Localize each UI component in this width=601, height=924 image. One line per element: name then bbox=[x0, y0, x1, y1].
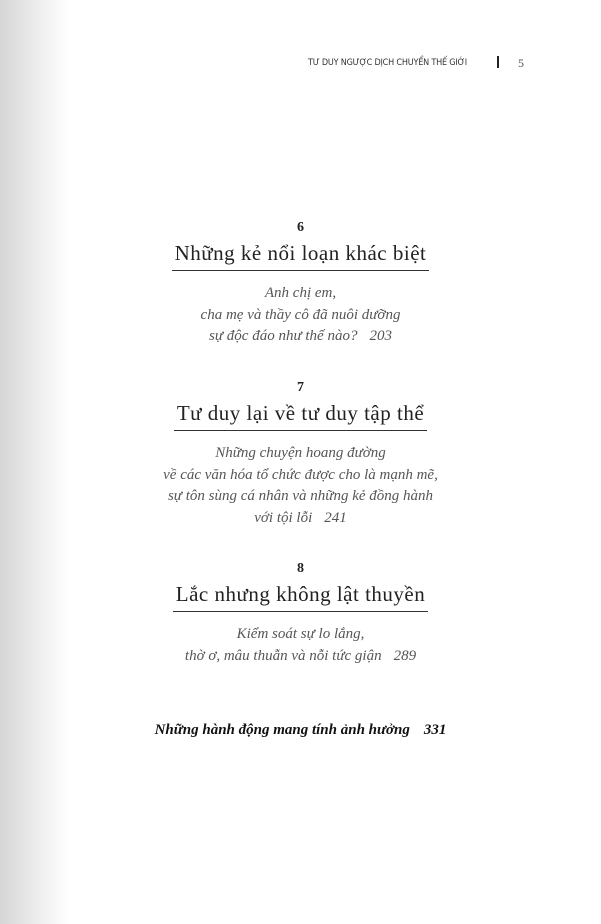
toc-chapter-7[interactable] bbox=[0, 380, 601, 529]
final-entry-title[interactable]: Những hành động mang tính ảnh hưởng bbox=[154, 722, 410, 738]
chapter-description bbox=[0, 283, 601, 348]
chapter-number: 6 bbox=[297, 220, 304, 235]
description-line: với tội lỗi bbox=[254, 509, 313, 526]
chapter-description bbox=[0, 624, 601, 667]
description-line: sự độc đáo như thế nào? bbox=[209, 328, 358, 344]
description-line: Kiểm soát sự lo lắng, bbox=[236, 626, 365, 642]
running-header bbox=[300, 56, 530, 70]
toc-chapter-8[interactable] bbox=[0, 561, 601, 667]
description-line: cha mẹ và thầy cô đã nuôi dưỡng bbox=[200, 306, 401, 323]
chapter-title[interactable]: Tư duy lại về tư duy tập thể bbox=[174, 400, 427, 431]
chapter-title[interactable]: Lắc nhưng không lật thuyền bbox=[173, 581, 429, 612]
page-number: 5 bbox=[518, 56, 524, 70]
chapter-description bbox=[0, 443, 601, 529]
description-line: về các văn hóa tổ chức được cho là mạnh mẽ, bbox=[163, 466, 438, 483]
header-separator bbox=[497, 56, 499, 68]
chapter-page-number[interactable]: 289 bbox=[393, 647, 417, 664]
description-line: thờ ơ, mâu thuẫn và nỗi tức giận bbox=[184, 647, 382, 664]
chapter-title[interactable]: Những kẻ nổi loạn khác biệt bbox=[172, 240, 430, 271]
final-entry-page-number[interactable]: 331 bbox=[423, 722, 447, 738]
description-line: sự tôn sùng cá nhân và những kẻ đồng hành bbox=[167, 488, 434, 504]
toc-final-entry[interactable] bbox=[0, 722, 601, 739]
toc-chapter-6[interactable] bbox=[0, 220, 601, 348]
description-line: Những chuyện hoang đường bbox=[215, 445, 386, 461]
chapter-number: 7 bbox=[297, 380, 304, 395]
chapter-number: 8 bbox=[297, 561, 304, 576]
chapter-page-number[interactable]: 241 bbox=[324, 509, 347, 526]
running-title: TƯ DUY NGƯỢC DỊCH CHUYỂN THẾ GIỚI bbox=[308, 58, 467, 68]
description-line: Anh chị em, bbox=[264, 285, 337, 301]
chapter-page-number[interactable]: 203 bbox=[369, 328, 392, 344]
